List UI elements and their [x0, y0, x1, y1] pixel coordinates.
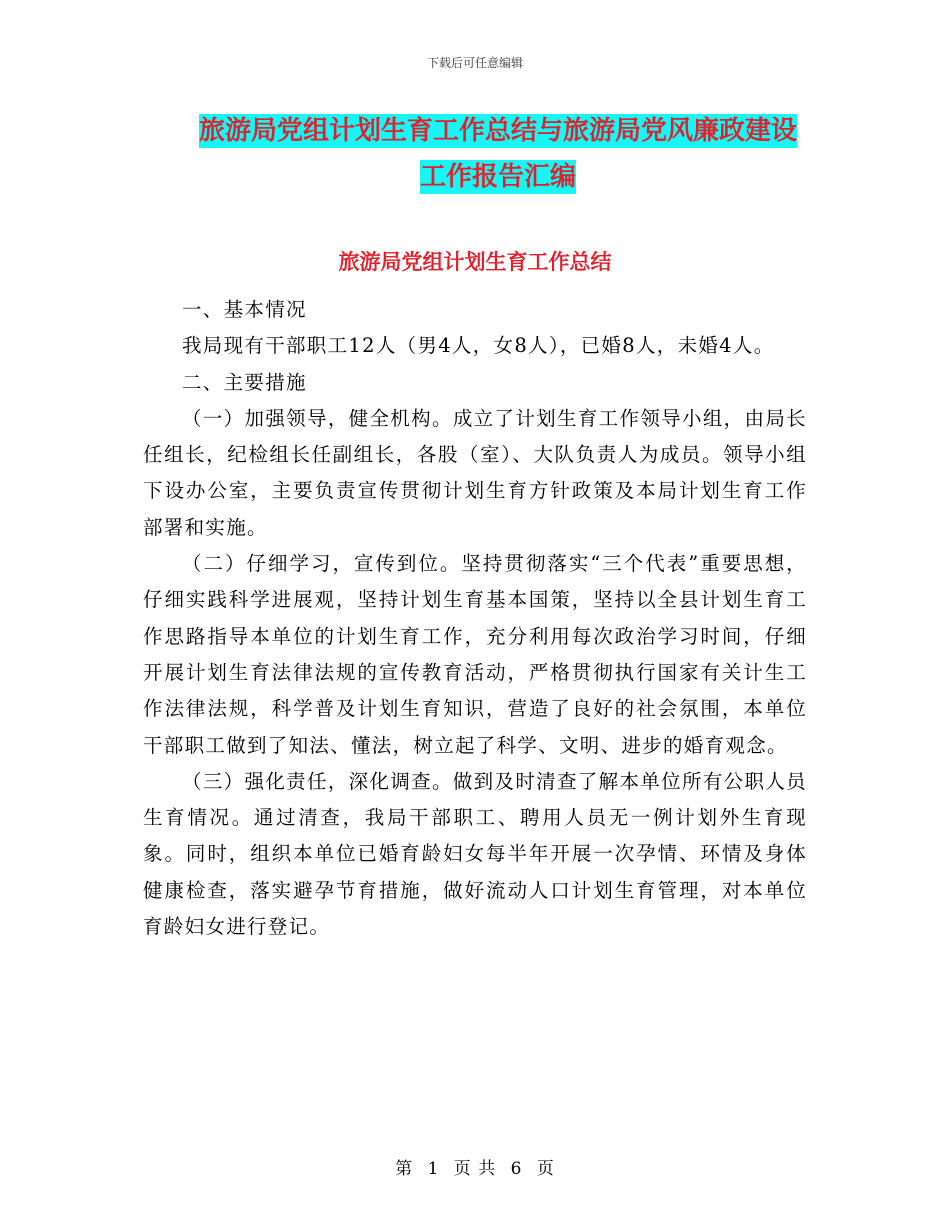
paragraph-staff-count: 我局现有干部职工12人（男4人，女8人），已婚8人，未婚4人。 [182, 334, 775, 358]
paragraph-basic-heading: 一、基本情况 [182, 298, 307, 321]
footer-total-pages: 6 [510, 1159, 523, 1179]
paragraph-measure-3: （三）强化责任，深化调查。做到及时清查了解本单位所有公职人员生育情况。通过清查，我局干部职工、聘用人员无一例计划外生育现象。同时，组织本单位已婚育龄妇女每半年开展一次孕情、环情及身体健康检查，落实避孕节育措施，做好流动人口计划生育管理，对本单位育龄妇女进行登记。 [143, 769, 807, 939]
footer-page-number: 1 [427, 1159, 440, 1179]
section-title: 旅游局党组计划生育工作总结 [338, 249, 612, 274]
footer-suffix: 页 [536, 1159, 555, 1179]
footer-middle: 页 共 [453, 1159, 497, 1179]
document-title-line-2: 工作报告汇编 [419, 162, 576, 192]
paragraph-measure-2: （二）仔细学习，宣传到位。坚持贯彻落实“三个代表”重要思想，仔细实践科学进展观，坚持计划生育基本国策，坚持以全县计划生育工作思路指导本单位的计划生育工作，充分利用每次政治学习时间，仔细开展计划生育法律法规的宣传教育活动，严格贯彻执行国家有关计生工作法律法规，科学普及计划生育知识，营造了良好的社会氛围，本单位干部职工做到了知法、懂法，树立起了科学、文明、进步的婚育观念。 [143, 552, 807, 757]
document-title [186, 108, 810, 200]
header-note: 下载后可任意编辑 [426, 56, 523, 70]
paragraph-measure-1: （一）加强领导，健全机构。成立了计划生育工作领导小组，由局长任组长，纪检组长任副组长，各股（室）、大队负责人为成员。领导小组下设办公室，主要负责宣传贯彻计划生育方针政策及本局计划生育工作部署和实施。 [143, 406, 807, 539]
footer-prefix: 第 [395, 1159, 414, 1179]
paragraph-measures-heading: 二、主要措施 [182, 370, 307, 394]
document-body [143, 292, 807, 945]
document-title-line-1: 旅游局党组计划生育工作总结与旅游局党风廉政建设 [198, 116, 797, 146]
page-footer [0, 1154, 950, 1179]
